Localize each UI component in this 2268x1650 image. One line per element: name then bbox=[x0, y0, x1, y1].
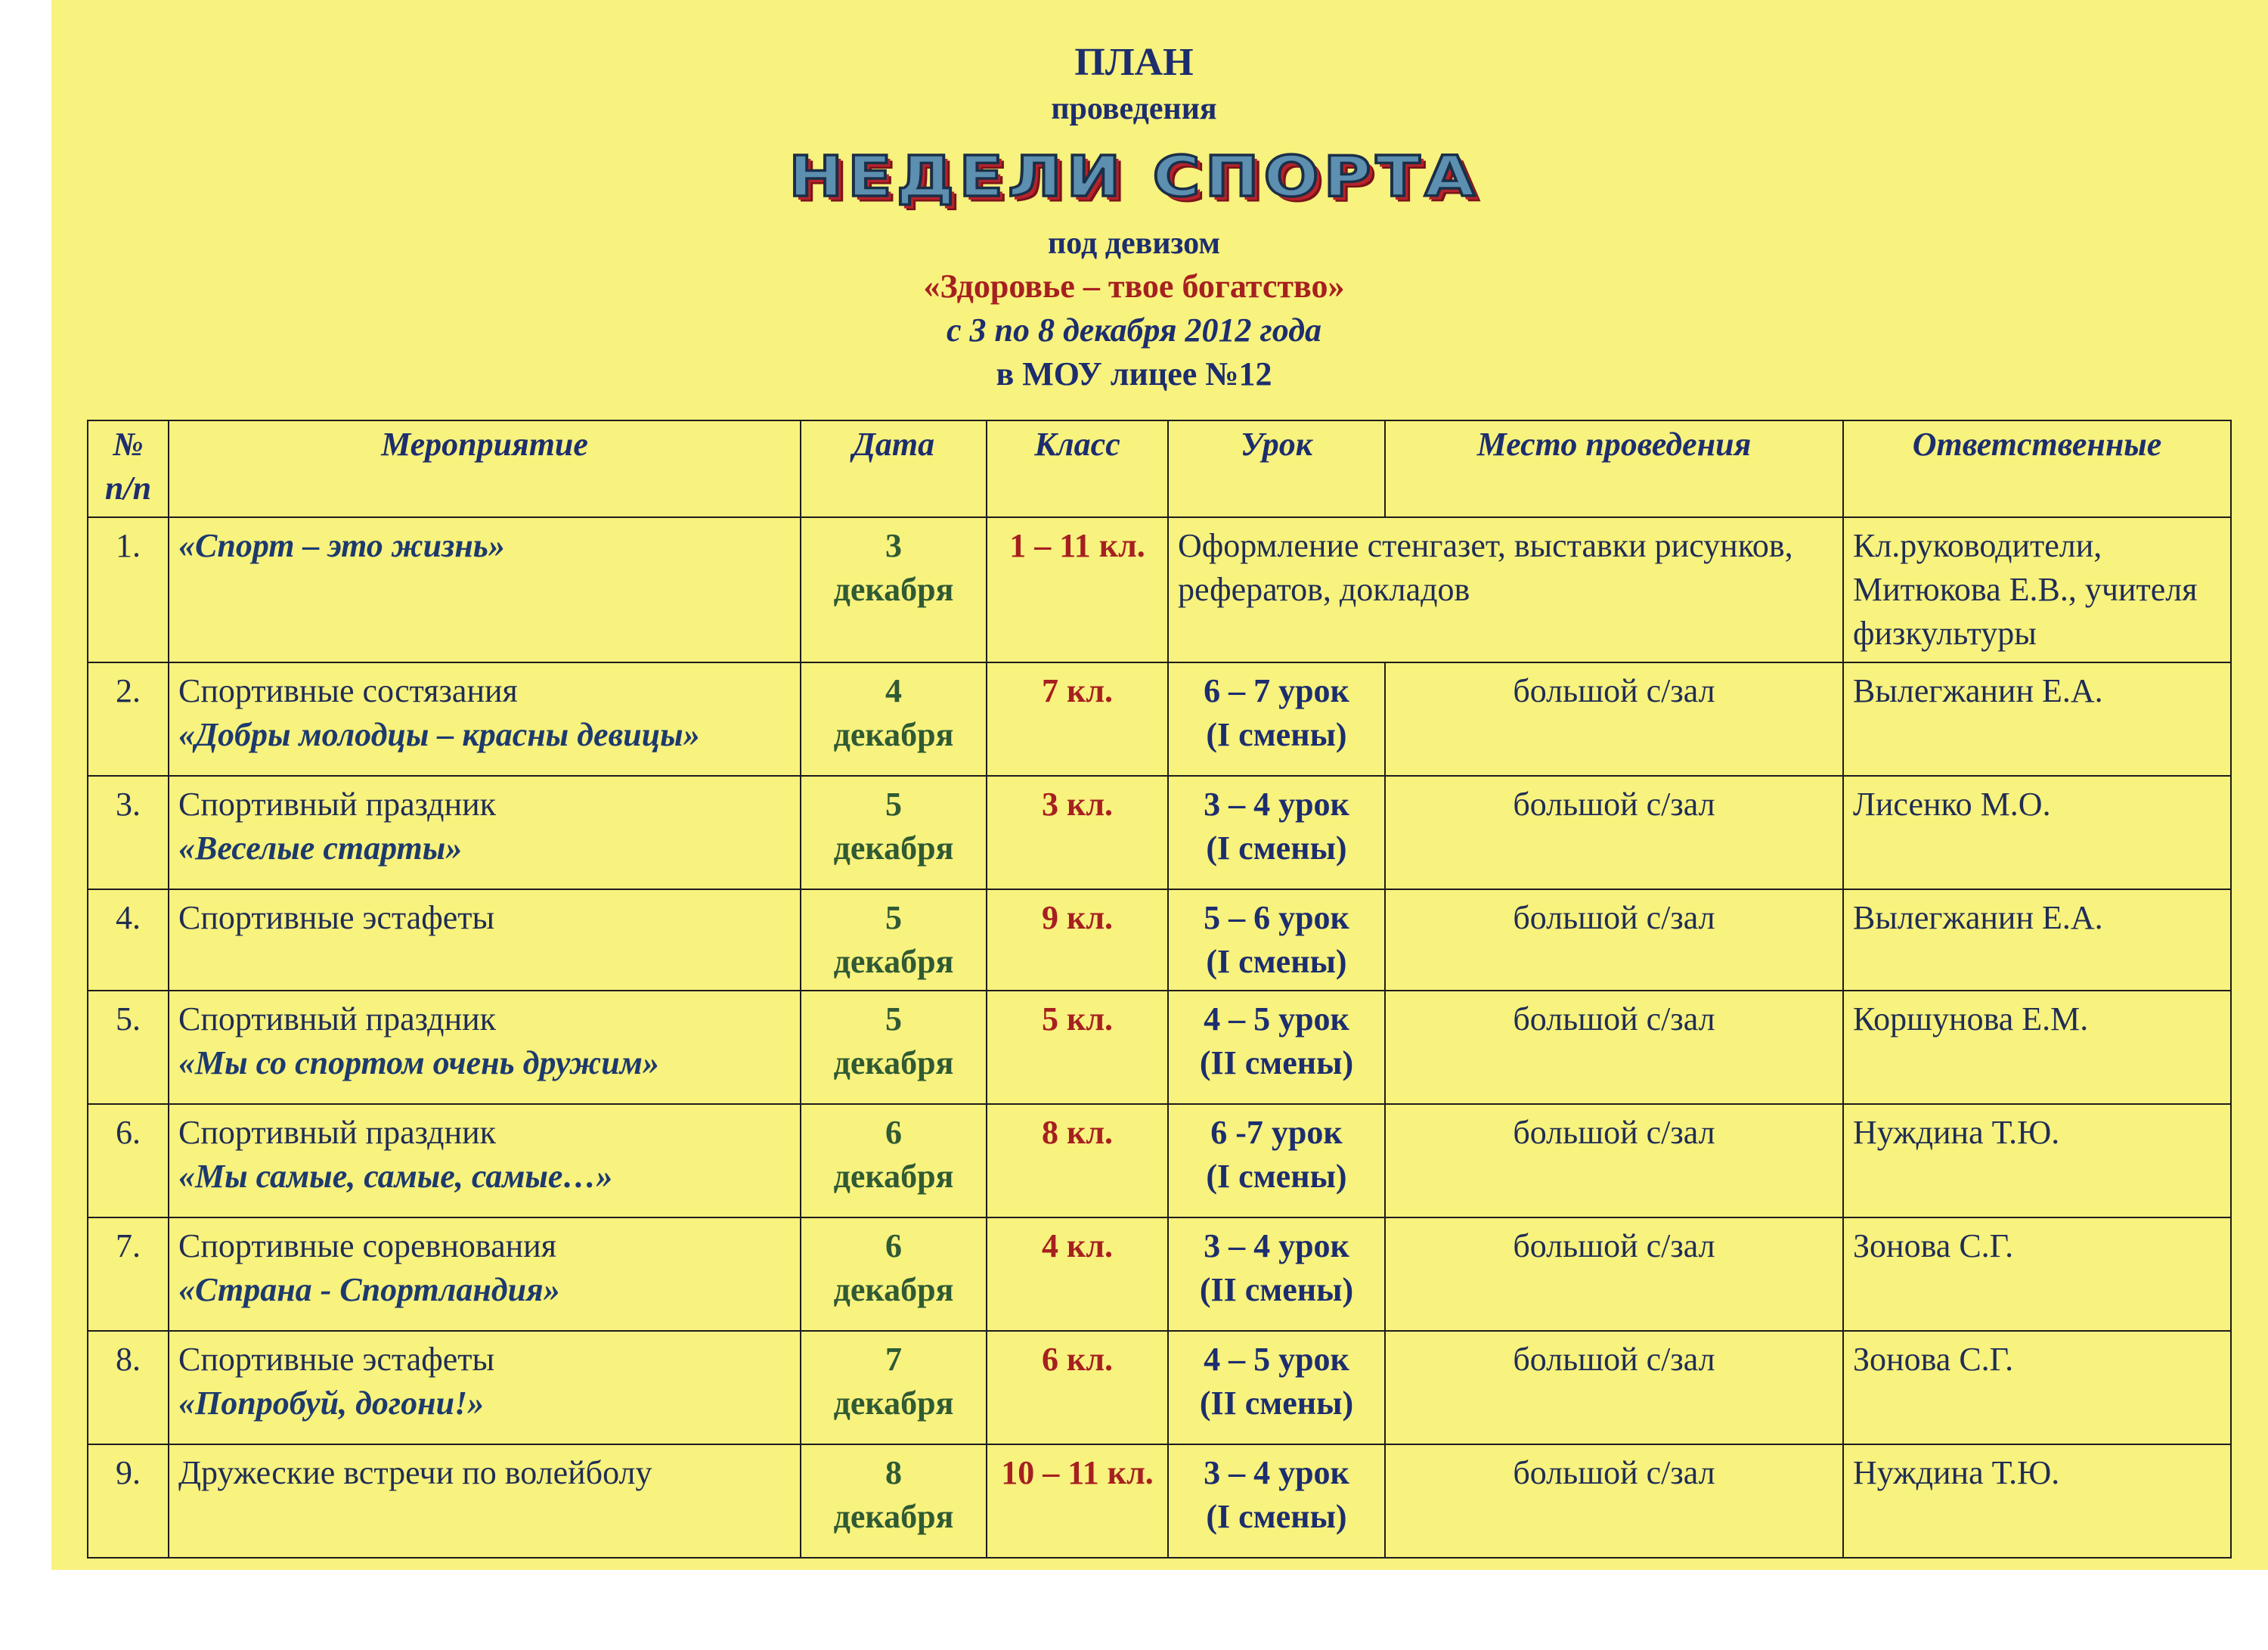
table-row bbox=[88, 1444, 2231, 1558]
event-type: Спортивные состязания bbox=[178, 672, 518, 709]
col-header-date: Дата bbox=[801, 420, 987, 517]
lesson-shift: (I смены) bbox=[1206, 716, 1347, 753]
class-cell: 9 кл. bbox=[987, 889, 1168, 991]
event-type: Спортивный праздник bbox=[178, 786, 497, 823]
lesson-cell bbox=[1168, 991, 1385, 1104]
event-cell bbox=[169, 889, 801, 991]
col-header-responsible: Ответственные bbox=[1843, 420, 2231, 517]
date-month: декабря bbox=[833, 1271, 954, 1308]
lesson-shift: (II смены) bbox=[1199, 1385, 1354, 1422]
place-cell: большой с/зал bbox=[1385, 776, 1843, 889]
event-type: Спортивный праздник bbox=[178, 1000, 497, 1037]
col-header-event: Мероприятие bbox=[169, 420, 801, 517]
lesson-shift: (I смены) bbox=[1206, 830, 1347, 867]
row-number: 1. bbox=[88, 517, 169, 662]
row-number: 6. bbox=[88, 1104, 169, 1217]
date-month: декабря bbox=[833, 1044, 954, 1081]
event-cell bbox=[169, 1217, 801, 1331]
event-title: «Страна - Спортландия» bbox=[178, 1271, 560, 1308]
lesson-cell bbox=[1168, 1331, 1385, 1444]
event-title: «Попробуй, догони!» bbox=[178, 1385, 485, 1422]
row-number: 9. bbox=[88, 1444, 169, 1558]
lesson-number: 3 – 4 урок bbox=[1204, 786, 1349, 823]
event-type: Спортивные эстафеты bbox=[178, 899, 495, 936]
date-cell bbox=[801, 1104, 987, 1217]
event-cell bbox=[169, 1104, 801, 1217]
event-cell bbox=[169, 662, 801, 776]
row-number: 7. bbox=[88, 1217, 169, 1331]
lesson-shift: (II смены) bbox=[1199, 1044, 1354, 1081]
date-day: 5 bbox=[885, 899, 902, 936]
date-cell bbox=[801, 662, 987, 776]
date-cell bbox=[801, 517, 987, 662]
lesson-number: 4 – 5 урок bbox=[1204, 1000, 1349, 1037]
responsible-cell: Вылегжанин Е.А. bbox=[1843, 662, 2231, 776]
date-range: с 3 по 8 декабря 2012 года bbox=[946, 312, 1322, 349]
table-row bbox=[88, 1104, 2231, 1217]
motto: «Здоровье – твое богатство» bbox=[923, 268, 1345, 305]
table-row bbox=[88, 1331, 2231, 1444]
table-row bbox=[88, 517, 2231, 662]
event-title: «Веселые старты» bbox=[178, 830, 463, 867]
date-day: 8 bbox=[885, 1454, 902, 1491]
event-type: Спортивные эстафеты bbox=[178, 1341, 495, 1378]
event-type: Спортивный праздник bbox=[178, 1114, 497, 1151]
event-title: «Мы самые, самые, самые…» bbox=[178, 1158, 613, 1195]
document-header bbox=[0, 38, 2268, 396]
row-number: 4. bbox=[88, 889, 169, 991]
lesson-number: 3 – 4 урок bbox=[1204, 1227, 1349, 1264]
place-cell: большой с/зал bbox=[1385, 1104, 1843, 1217]
place-cell: большой с/зал bbox=[1385, 991, 1843, 1104]
event-title: «Спорт – это жизнь» bbox=[178, 527, 505, 564]
date-day: 5 bbox=[885, 1000, 902, 1037]
responsible-cell: Кл.руководители, Митюкова Е.В., учителя физкультуры bbox=[1843, 517, 2231, 662]
lesson-cell bbox=[1168, 776, 1385, 889]
class-cell: 3 кл. bbox=[987, 776, 1168, 889]
row-number: 3. bbox=[88, 776, 169, 889]
class-cell: 4 кл. bbox=[987, 1217, 1168, 1331]
event-cell bbox=[169, 991, 801, 1104]
col-header-lesson: Урок bbox=[1168, 420, 1385, 517]
plan-subtitle: проведения bbox=[1051, 91, 1217, 126]
class-cell: 5 кл. bbox=[987, 991, 1168, 1104]
class-cell: 7 кл. bbox=[987, 662, 1168, 776]
table-header-row bbox=[88, 420, 2231, 517]
date-cell bbox=[801, 1444, 987, 1558]
lesson-number: 4 – 5 урок bbox=[1204, 1341, 1349, 1378]
event-cell bbox=[169, 1444, 801, 1558]
date-day: 7 bbox=[885, 1341, 902, 1378]
date-cell bbox=[801, 889, 987, 991]
date-month: декабря bbox=[833, 1385, 954, 1422]
table-row bbox=[88, 776, 2231, 889]
event-cell bbox=[169, 776, 801, 889]
lesson-cell bbox=[1168, 889, 1385, 991]
event-type: Спортивные соревнования bbox=[178, 1227, 556, 1264]
sport-week-banner: НЕДЕЛИ СПОРТА bbox=[789, 144, 1479, 209]
date-month: декабря bbox=[833, 1158, 954, 1195]
date-cell bbox=[801, 1217, 987, 1331]
row-number: 5. bbox=[88, 991, 169, 1104]
lesson-number: 6 -7 урок bbox=[1210, 1114, 1343, 1151]
col-header-no: № п/п bbox=[88, 420, 169, 517]
place-cell: большой с/зал bbox=[1385, 889, 1843, 991]
lesson-number: 5 – 6 урок bbox=[1204, 899, 1349, 936]
class-cell: 8 кл. bbox=[987, 1104, 1168, 1217]
date-day: 6 bbox=[885, 1227, 902, 1264]
date-day: 4 bbox=[885, 672, 902, 709]
date-cell bbox=[801, 776, 987, 889]
lesson-cell bbox=[1168, 1217, 1385, 1331]
date-cell bbox=[801, 991, 987, 1104]
row-number: 2. bbox=[88, 662, 169, 776]
events-table bbox=[87, 420, 2232, 1559]
event-title: «Мы со спортом очень дружим» bbox=[178, 1044, 659, 1081]
place-cell: большой с/зал bbox=[1385, 1331, 1843, 1444]
table-row bbox=[88, 991, 2231, 1104]
plan-title: ПЛАН bbox=[1074, 41, 1194, 84]
lesson-cell bbox=[1168, 662, 1385, 776]
date-cell bbox=[801, 1331, 987, 1444]
event-title: «Добры молодцы – красны девицы» bbox=[178, 716, 700, 753]
event-type: Дружеские встречи по волейболу bbox=[178, 1454, 652, 1491]
date-month: декабря bbox=[833, 716, 954, 753]
col-header-place: Место проведения bbox=[1385, 420, 1843, 517]
lesson-number: 6 – 7 урок bbox=[1204, 672, 1349, 709]
lesson-cell bbox=[1168, 1104, 1385, 1217]
col-header-class: Класс bbox=[987, 420, 1168, 517]
lesson-number: 3 – 4 урок bbox=[1204, 1454, 1349, 1491]
date-day: 6 bbox=[885, 1114, 902, 1151]
class-cell: 1 – 11 кл. bbox=[987, 517, 1168, 662]
responsible-cell: Зонова С.Г. bbox=[1843, 1217, 2231, 1331]
date-month: декабря bbox=[833, 943, 954, 980]
class-cell: 10 – 11 кл. bbox=[987, 1444, 1168, 1558]
row-number: 8. bbox=[88, 1331, 169, 1444]
responsible-cell: Вылегжанин Е.А. bbox=[1843, 889, 2231, 991]
responsible-cell: Нуждина Т.Ю. bbox=[1843, 1444, 2231, 1558]
table-row bbox=[88, 889, 2231, 991]
merged-description-cell: Оформление стенгазет, выставки рисунков, рефератов, докладов bbox=[1168, 517, 1843, 662]
place-cell: большой с/зал bbox=[1385, 1217, 1843, 1331]
lesson-shift: (I смены) bbox=[1206, 1498, 1347, 1535]
responsible-cell: Нуждина Т.Ю. bbox=[1843, 1104, 2231, 1217]
motto-lead: под девизом bbox=[1048, 226, 1220, 261]
responsible-cell: Лисенко М.О. bbox=[1843, 776, 2231, 889]
school-name: в МОУ лицее №12 bbox=[996, 355, 1272, 392]
place-cell: большой с/зал bbox=[1385, 662, 1843, 776]
date-month: декабря bbox=[833, 571, 954, 608]
event-cell bbox=[169, 1331, 801, 1444]
lesson-shift: (I смены) bbox=[1206, 1158, 1347, 1195]
place-cell: большой с/зал bbox=[1385, 1444, 1843, 1558]
table-row bbox=[88, 1217, 2231, 1331]
lesson-shift: (I смены) bbox=[1206, 943, 1347, 980]
responsible-cell: Зонова С.Г. bbox=[1843, 1331, 2231, 1444]
responsible-cell: Коршунова Е.М. bbox=[1843, 991, 2231, 1104]
date-day: 5 bbox=[885, 786, 902, 823]
date-day: 3 bbox=[885, 527, 902, 564]
event-cell bbox=[169, 517, 801, 662]
table-row bbox=[88, 662, 2231, 776]
class-cell: 6 кл. bbox=[987, 1331, 1168, 1444]
lesson-shift: (II смены) bbox=[1199, 1271, 1354, 1308]
lesson-cell bbox=[1168, 1444, 1385, 1558]
date-month: декабря bbox=[833, 830, 954, 867]
date-month: декабря bbox=[833, 1498, 954, 1535]
